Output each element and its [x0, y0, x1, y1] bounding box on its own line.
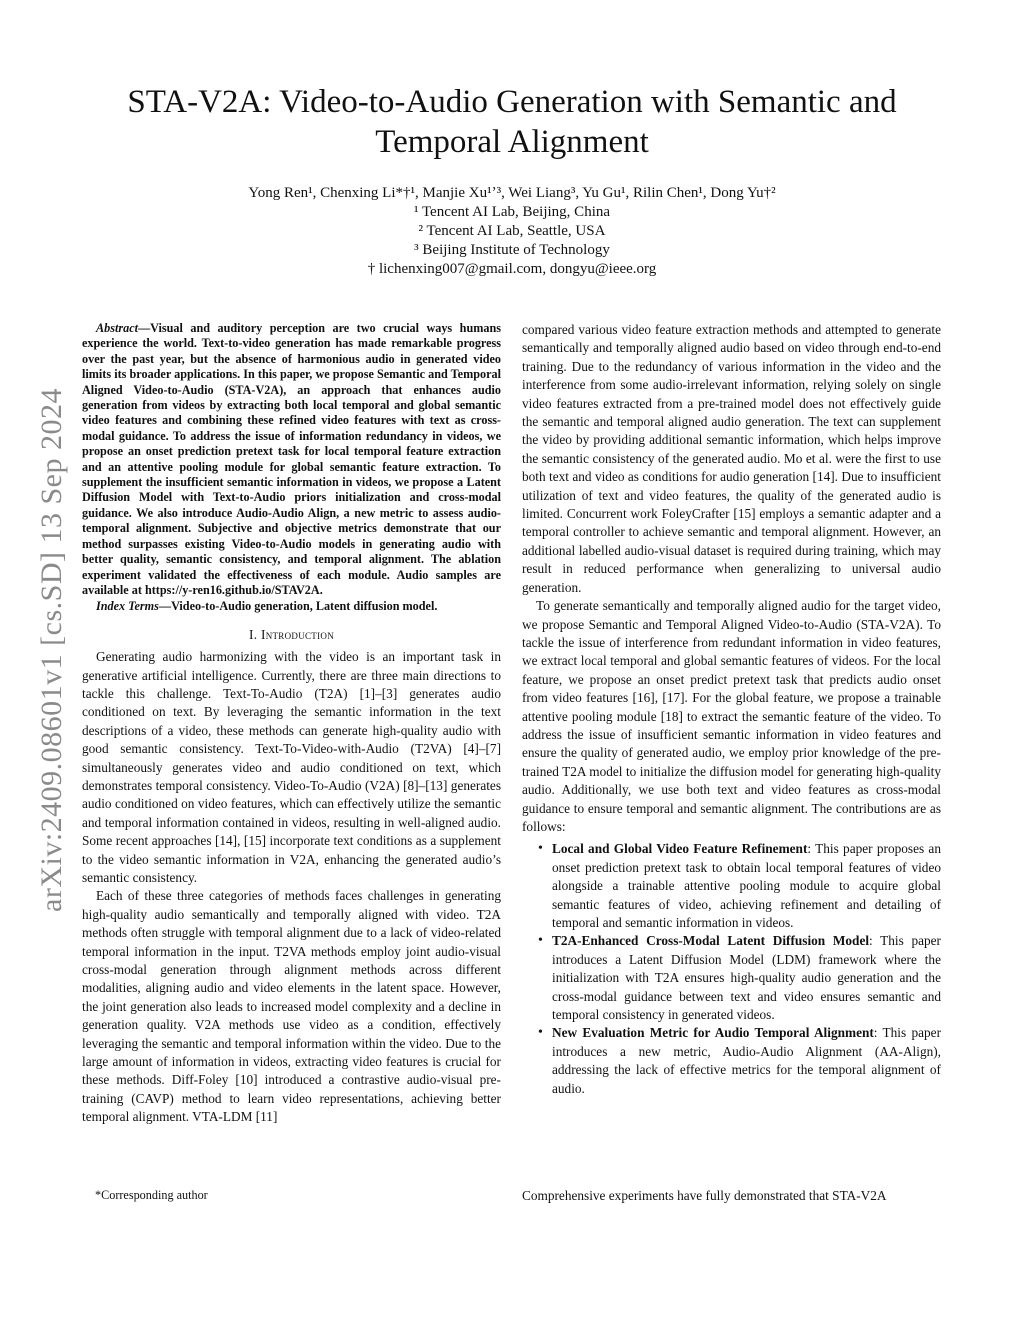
right-paragraph-2: To generate semantically and temporally aligned audio for the target video, we propose Semantic and Temporal Aligned Video-to-Audio (STA-V2A). To tackle the issue of interference from redundant information in video features, we extract local temporal and global semantic features of videos. For the local feature, we propose an onset predict pretext task that predicts audio onset from video features [16], [17]. For the global feature, we propose a trainable attentive pooling module [18] to extract the semantic feature of the video. To address the issue of insufficient semantic information in video features and ensure the quality of generated audio, we employ prior knowledge of the pre-trained T2A model to initialize the diffusion model for generating high-quality audio. Additionally, we use both text and video features as cross-modal guidance to ensure temporal and semantic alignment. The contributions are as follows: — [522, 598, 941, 834]
abstract-label: Abstract — [96, 321, 138, 335]
contribution-item — [552, 932, 941, 1024]
title-line-2: Temporal Alignment — [375, 124, 649, 160]
abstract-text: —Visual and auditory perception are two crucial ways humans experience the world. Text-to-video generation has made remarkable progress over the past year, but the absence of harmonious audio in generated video limits its broader applications. In this paper, we propose Semantic and Temporal Aligned Video-to-Audio (STA-V2A), an approach that enhances audio generation from videos by extracting both local temporal and global semantic video features and combining these refined video features with text as cross-modal guidance. To address the issue of information redundancy in videos, we propose an onset prediction pretext task for local temporal feature extraction and an attentive pooling module for global semantic feature extraction. To supplement the insufficient semantic information in videos, we propose a Latent Diffusion Model with Text-to-Audio priors initialization and cross-modal guidance. We also introduce Audio-Audio Align, a new metric to assess audio-temporal alignment. Subjective and objective metrics demonstrate that our method surpasses existing Video-to-Audio models in generating audio with better quality, semantic consistency, and temporal alignment. The ablation experiment validated the effectiveness of each module. Audio samples are available at https://y-ren16.github.io/STAV2A. — [82, 321, 501, 597]
intro-paragraph-1: Generating audio harmonizing with the video is an important task in generative artificial intelligence. Currently, there are three main directions to tackle this challenge. Text-To-Audio (T2A) [1]–[3] generates audio conditioned on text. By leveraging the semantic information in the text descriptions of a video, these methods can generate high-quality audio with good semantic consistency. Text-To-Video-with-Audio (T2VA) [4]–[7] simultaneously generates video and audio conditioned on text, which demonstrates temporal consistency. Video-To-Audio (V2A) [8]–[13] generates audio conditioned on video features, which can effectively utilize the semantic and temporal information contained in videos, resulting in well-aligned audio. Some recent approaches [14], [15] incorporate text conditions as a supplement to the video semantic information in V2A, enhancing the generated audio’s semantic consistency. — [82, 649, 501, 885]
affiliation-2: ² Tencent AI Lab, Seattle, USA — [418, 223, 606, 239]
contribution-text: : This paper proposes an onset prediction pretext task to obtain local temporal features of video alongside a trainable attentive pooling module to acquire global semantic features of video, achieving refinement and detailing of temporal and semantic information in videos. — [552, 841, 941, 930]
contribution-heading: New Evaluation Metric for Audio Temporal Alignment — [552, 1025, 874, 1041]
contact-emails: † lichenxing007@gmail.com, dongyu@ieee.org — [367, 261, 657, 277]
index-terms-label: Index Terms — [96, 599, 159, 614]
index-terms-text: —Video-to-Audio generation, Latent diffusion model. — [158, 599, 438, 614]
title-line-1: STA-V2A: Video-to-Audio Generation with Semantic and — [127, 84, 897, 120]
author-list: Yong Ren¹, Chenxing Li*†¹, Manjie Xu¹ʼ³, Wei Liang³, Yu Gu¹, Rilin Chen¹, Dong Yu†² — [248, 185, 776, 201]
paper-title — [80, 82, 944, 162]
contribution-text: : This paper introduces a Latent Diffusion Model (LDM) framework where the initialization with T2A ensures high-quality audio generation and the cross-modal guidance between text and video ensures semantic and temporal consistency in generated videos. — [552, 933, 941, 1023]
contribution-item — [552, 840, 941, 932]
arxiv-watermark — [32, 350, 72, 950]
author-block — [80, 184, 944, 279]
index-terms — [82, 599, 501, 614]
left-column — [82, 321, 501, 1127]
right-paragraph-1: compared various video feature extraction methods and attempted to generate semantically and temporally aligned audio based on video through end-to-end training. Due to the redundancy of various information in the video and the interference from some audio-irrelevant information, relying solely on single video features extracted from a pre-trained model does not effectively guide the semantic and temporal aligned audio generation. The text can supplement the video by providing additional semantic information, which helps improve the semantic consistency of the generated audio. Mo et al. were the first to use both text and video as conditions for audio generation [14]. Due to insufficient utilization of text and video features, the quality of the generated audio is limited. Concurrent work FoleyCrafter [15] employs a semantic adapter and a temporal controller to achieve semantic and temporal alignment. However, an additional labelled audio-visual dataset is required during training, which may result in reduced performance when generalizing to universal audio generation. — [522, 322, 941, 595]
section-number: I. — [248, 626, 261, 642]
contribution-text: : This paper introduces a new metric, Audio-Audio Alignment (AA-Align), addressing the lack of effective metrics for the temporal alignment of audio. — [552, 1025, 941, 1096]
contribution-heading: Local and Global Video Feature Refinement — [552, 841, 808, 857]
section-title: Introduction — [260, 626, 334, 642]
intro-paragraph-2: Each of these three categories of methods faces challenges in generating high-quality audio semantically and temporally aligned with video. T2A methods often struggle with temporal alignment due to a lack of video-related temporal information in the input. T2VA methods employ joint audio-visual cross-modal generation through alignment methods across different modalities, aligning audio and video elements in the latent space. However, the joint generation also leads to increased model complexity and a decline in generation quality. V2A methods use video as a condition, effectively leveraging the semantic and temporal information within the video. Due to the large amount of information in videos, extracting video features is crucial for these methods. Diff-Foley [10] introduced a contrastive audio-visual pre-training (CAVP) method to learn video representations, achieving better temporal alignment. VTA-LDM [11] — [82, 888, 501, 1125]
contribution-item — [552, 1024, 941, 1098]
arxiv-id: arXiv:2409.08601v1 [cs.SD] 13 Sep 2024 — [35, 388, 68, 912]
contributions-list — [522, 840, 941, 1098]
footnote: *Corresponding author — [95, 1188, 208, 1202]
right-column-last-line: Comprehensive experiments have fully demonstrated that STA-V2A — [522, 1188, 887, 1203]
affiliation-1: ¹ Tencent AI Lab, Beijing, China — [413, 204, 611, 220]
affiliation-3: ³ Beijing Institute of Technology — [414, 242, 610, 258]
contribution-heading: T2A-Enhanced Cross-Modal Latent Diffusion Model — [552, 933, 870, 949]
right-column — [522, 321, 941, 1098]
section-heading-introduction — [82, 626, 501, 644]
abstract — [82, 321, 501, 598]
